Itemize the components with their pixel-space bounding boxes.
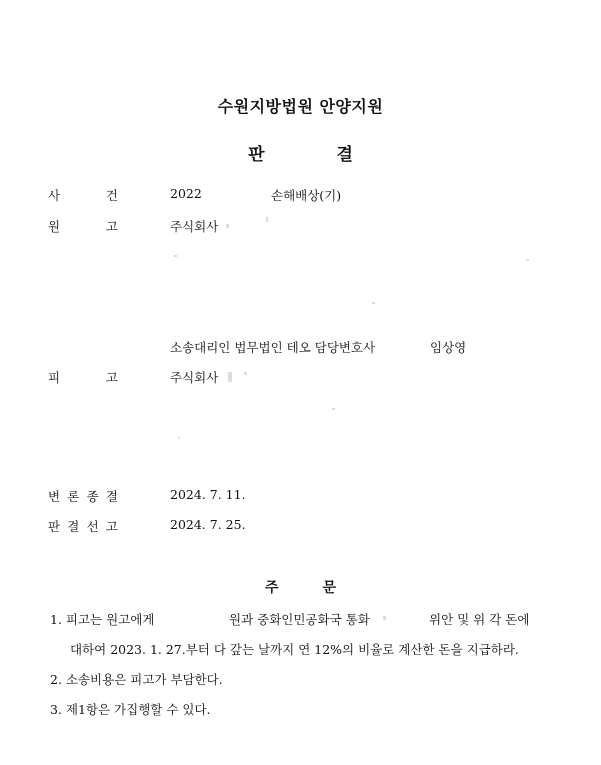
document-title	[0, 140, 601, 165]
redaction-mark	[174, 255, 177, 257]
order-item-1	[50, 610, 550, 628]
case-label: 사 건	[48, 188, 118, 203]
plaintiff-row	[0, 217, 601, 237]
closing-date: 2024. 7. 11.	[170, 487, 246, 502]
redaction-mark	[178, 437, 180, 439]
plaintiff-counsel-name: 임상영	[430, 340, 467, 355]
plaintiff-counsel: 소송대리인 법무법인 테오 담당변호사	[170, 340, 376, 355]
order-heading-right: 문	[322, 580, 337, 596]
order-item-2: 2. 소송비용은 피고가 부담한다.	[50, 672, 223, 687]
redaction-mark	[226, 224, 229, 228]
defendant-label: 피 고	[48, 370, 118, 385]
judgment-label: 판 결 선 고	[48, 519, 118, 534]
redaction-mark	[372, 302, 375, 304]
plaintiff-label: 원 고	[48, 219, 118, 234]
title-char-right: 결	[336, 145, 353, 165]
redaction-mark	[332, 408, 335, 410]
title-char-left: 판	[248, 145, 265, 165]
case-row	[0, 186, 601, 206]
redaction-mark	[266, 217, 268, 222]
redaction-mark	[244, 372, 247, 375]
redaction-mark	[526, 259, 529, 261]
defendant-name: 주식회사	[170, 370, 219, 385]
plaintiff-counsel-row	[0, 338, 601, 358]
order-heading-left: 주	[264, 580, 279, 596]
redaction-mark	[228, 372, 232, 382]
order-item-1-part-a: 1. 피고는 원고에게	[50, 612, 155, 627]
court-name: 수원지방법원 안양지원	[217, 97, 384, 116]
closing-row	[0, 487, 601, 507]
judgment-date: 2024. 7. 25.	[170, 517, 246, 532]
order-item-1-continuation: 대하여 2023. 1. 27.부터 다 갚는 날까지 연 12%의 비율로 계산한 돈을 지급하라.	[70, 642, 519, 657]
plaintiff-name: 주식회사	[170, 219, 219, 234]
redaction-mark	[383, 616, 386, 620]
order-item-1-part-b: 원과 중화인민공화국 통화	[229, 612, 370, 627]
case-number: 2022	[170, 186, 202, 201]
order-item-3: 3. 제1항은 가집행할 수 있다.	[50, 702, 211, 717]
defendant-row	[0, 368, 601, 388]
judgment-row	[0, 517, 601, 537]
order-heading	[0, 577, 601, 597]
case-name: 손해배상(기)	[271, 188, 342, 203]
order-item-1-part-c: 위안 및 위 각 돈에	[429, 612, 530, 627]
closing-label: 변 론 종 결	[48, 489, 118, 504]
